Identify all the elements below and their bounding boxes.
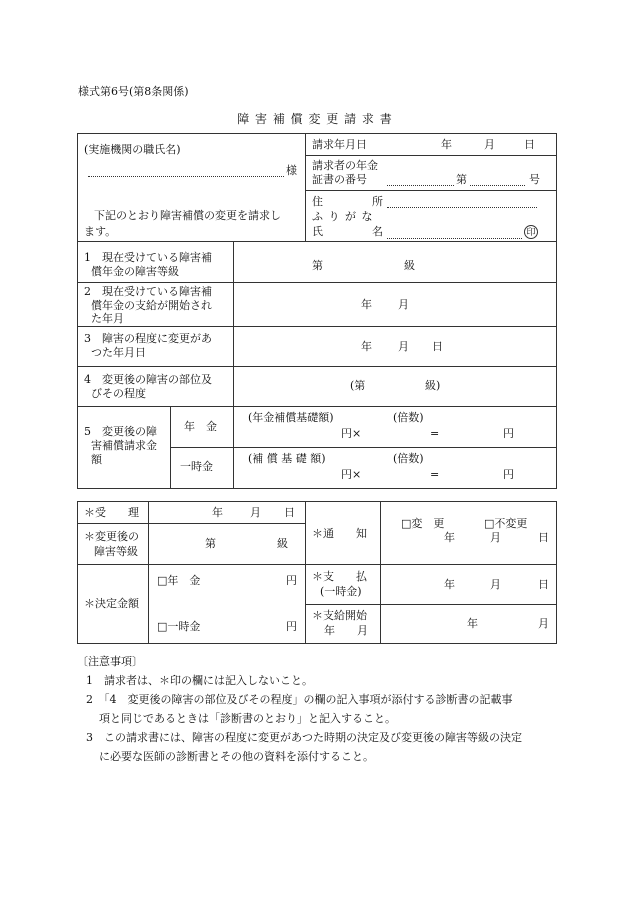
kettei-nenkin-checkbox: □年 金: [157, 574, 201, 587]
request-text: 下記のとおり障害補償の変更を請求し: [94, 209, 281, 222]
org-name-field[interactable]: [88, 176, 284, 177]
ichijikin-label: 一時金: [180, 460, 213, 473]
kaishi-label: ＊支給開始: [312, 609, 367, 622]
row3-year-field[interactable]: 年: [361, 340, 372, 353]
row1-label: 1 現在受けている障害補: [84, 251, 212, 264]
nenkin-amount-field[interactable]: 円: [503, 427, 514, 440]
cert-number-field-a[interactable]: [387, 185, 454, 186]
row2-year-field[interactable]: 年: [361, 298, 372, 311]
henkou-checkbox: □変 更: [401, 517, 445, 530]
row2-month-field[interactable]: 月: [398, 298, 409, 311]
note-1: 1 請求者は、＊印の欄には記入しないこと。: [86, 674, 313, 687]
row2-label: 2 現在受けている障害補: [84, 285, 212, 298]
form-title: 障 害 補 償 変 更 請 求 書: [237, 112, 393, 126]
nenkin-base-label: (年金補償基礎額): [248, 411, 334, 424]
request-date-day[interactable]: 日: [524, 138, 535, 151]
sama-label: 様: [286, 164, 297, 177]
nenkin-base-field[interactable]: 円×: [341, 427, 362, 440]
address-field[interactable]: [387, 207, 537, 208]
shiharai-label: ＊支 払: [312, 570, 367, 583]
name-label: 氏: [312, 225, 323, 238]
name-field[interactable]: [387, 238, 522, 239]
hosho-base-label: (補 償 基 礎 額): [248, 452, 326, 465]
row3-month-field[interactable]: 月: [398, 340, 409, 353]
kettei-ichijikin-checkbox: □一時金: [157, 620, 201, 633]
form-number: 様式第6号(第8条関係): [78, 85, 189, 98]
notes-heading: 〔注意事項〕: [77, 655, 143, 668]
row3-day-field[interactable]: 日: [432, 340, 443, 353]
address-label: 住: [312, 195, 323, 208]
row3-label: 3 障害の程度に変更があ: [84, 332, 212, 345]
ichijikin-base-field[interactable]: 円×: [341, 468, 362, 481]
org-label: (実施機関の職氏名): [84, 143, 181, 156]
nenkin-label: 年 金: [184, 420, 217, 433]
tsuchi-label: ＊通 知: [312, 527, 367, 540]
row4-label: 4 変更後の障害の部位及: [84, 373, 212, 386]
kettei-label: ＊決定金額: [84, 597, 139, 610]
row5-label: 5 変更後の障: [84, 425, 157, 438]
nenkin-multiplier-field[interactable]: =: [430, 427, 440, 440]
furigana-label: ふ り が な: [312, 210, 374, 223]
note-2: 2 「4 変更後の障害の部位及びその程度」の欄の記入事項が添付する診断書の記載事: [86, 693, 513, 706]
cert-number-field-b[interactable]: [470, 185, 525, 186]
seal-mark: 印: [524, 225, 538, 239]
ichijikin-multiplier-field[interactable]: =: [430, 468, 440, 481]
row1-grade-field[interactable]: 第: [312, 259, 323, 272]
request-date-month[interactable]: 月: [484, 138, 495, 151]
row4-grade-field[interactable]: (第: [350, 379, 366, 392]
ichijikin-amount-field[interactable]: 円: [503, 468, 514, 481]
office-grade-label: ＊変更後の: [84, 530, 139, 543]
request-date-label: 請求年月日: [312, 138, 367, 151]
note-3: 3 この請求書には、障害の程度に変更があつた時期の決定及び変更後の障害等級の決定: [86, 731, 522, 744]
request-date-year[interactable]: 年: [441, 138, 452, 151]
juri-label: ＊受 理: [84, 506, 139, 519]
fuhenkou-checkbox: □不変更: [484, 517, 528, 530]
cert-number-label: 請求者の年金: [312, 159, 378, 172]
